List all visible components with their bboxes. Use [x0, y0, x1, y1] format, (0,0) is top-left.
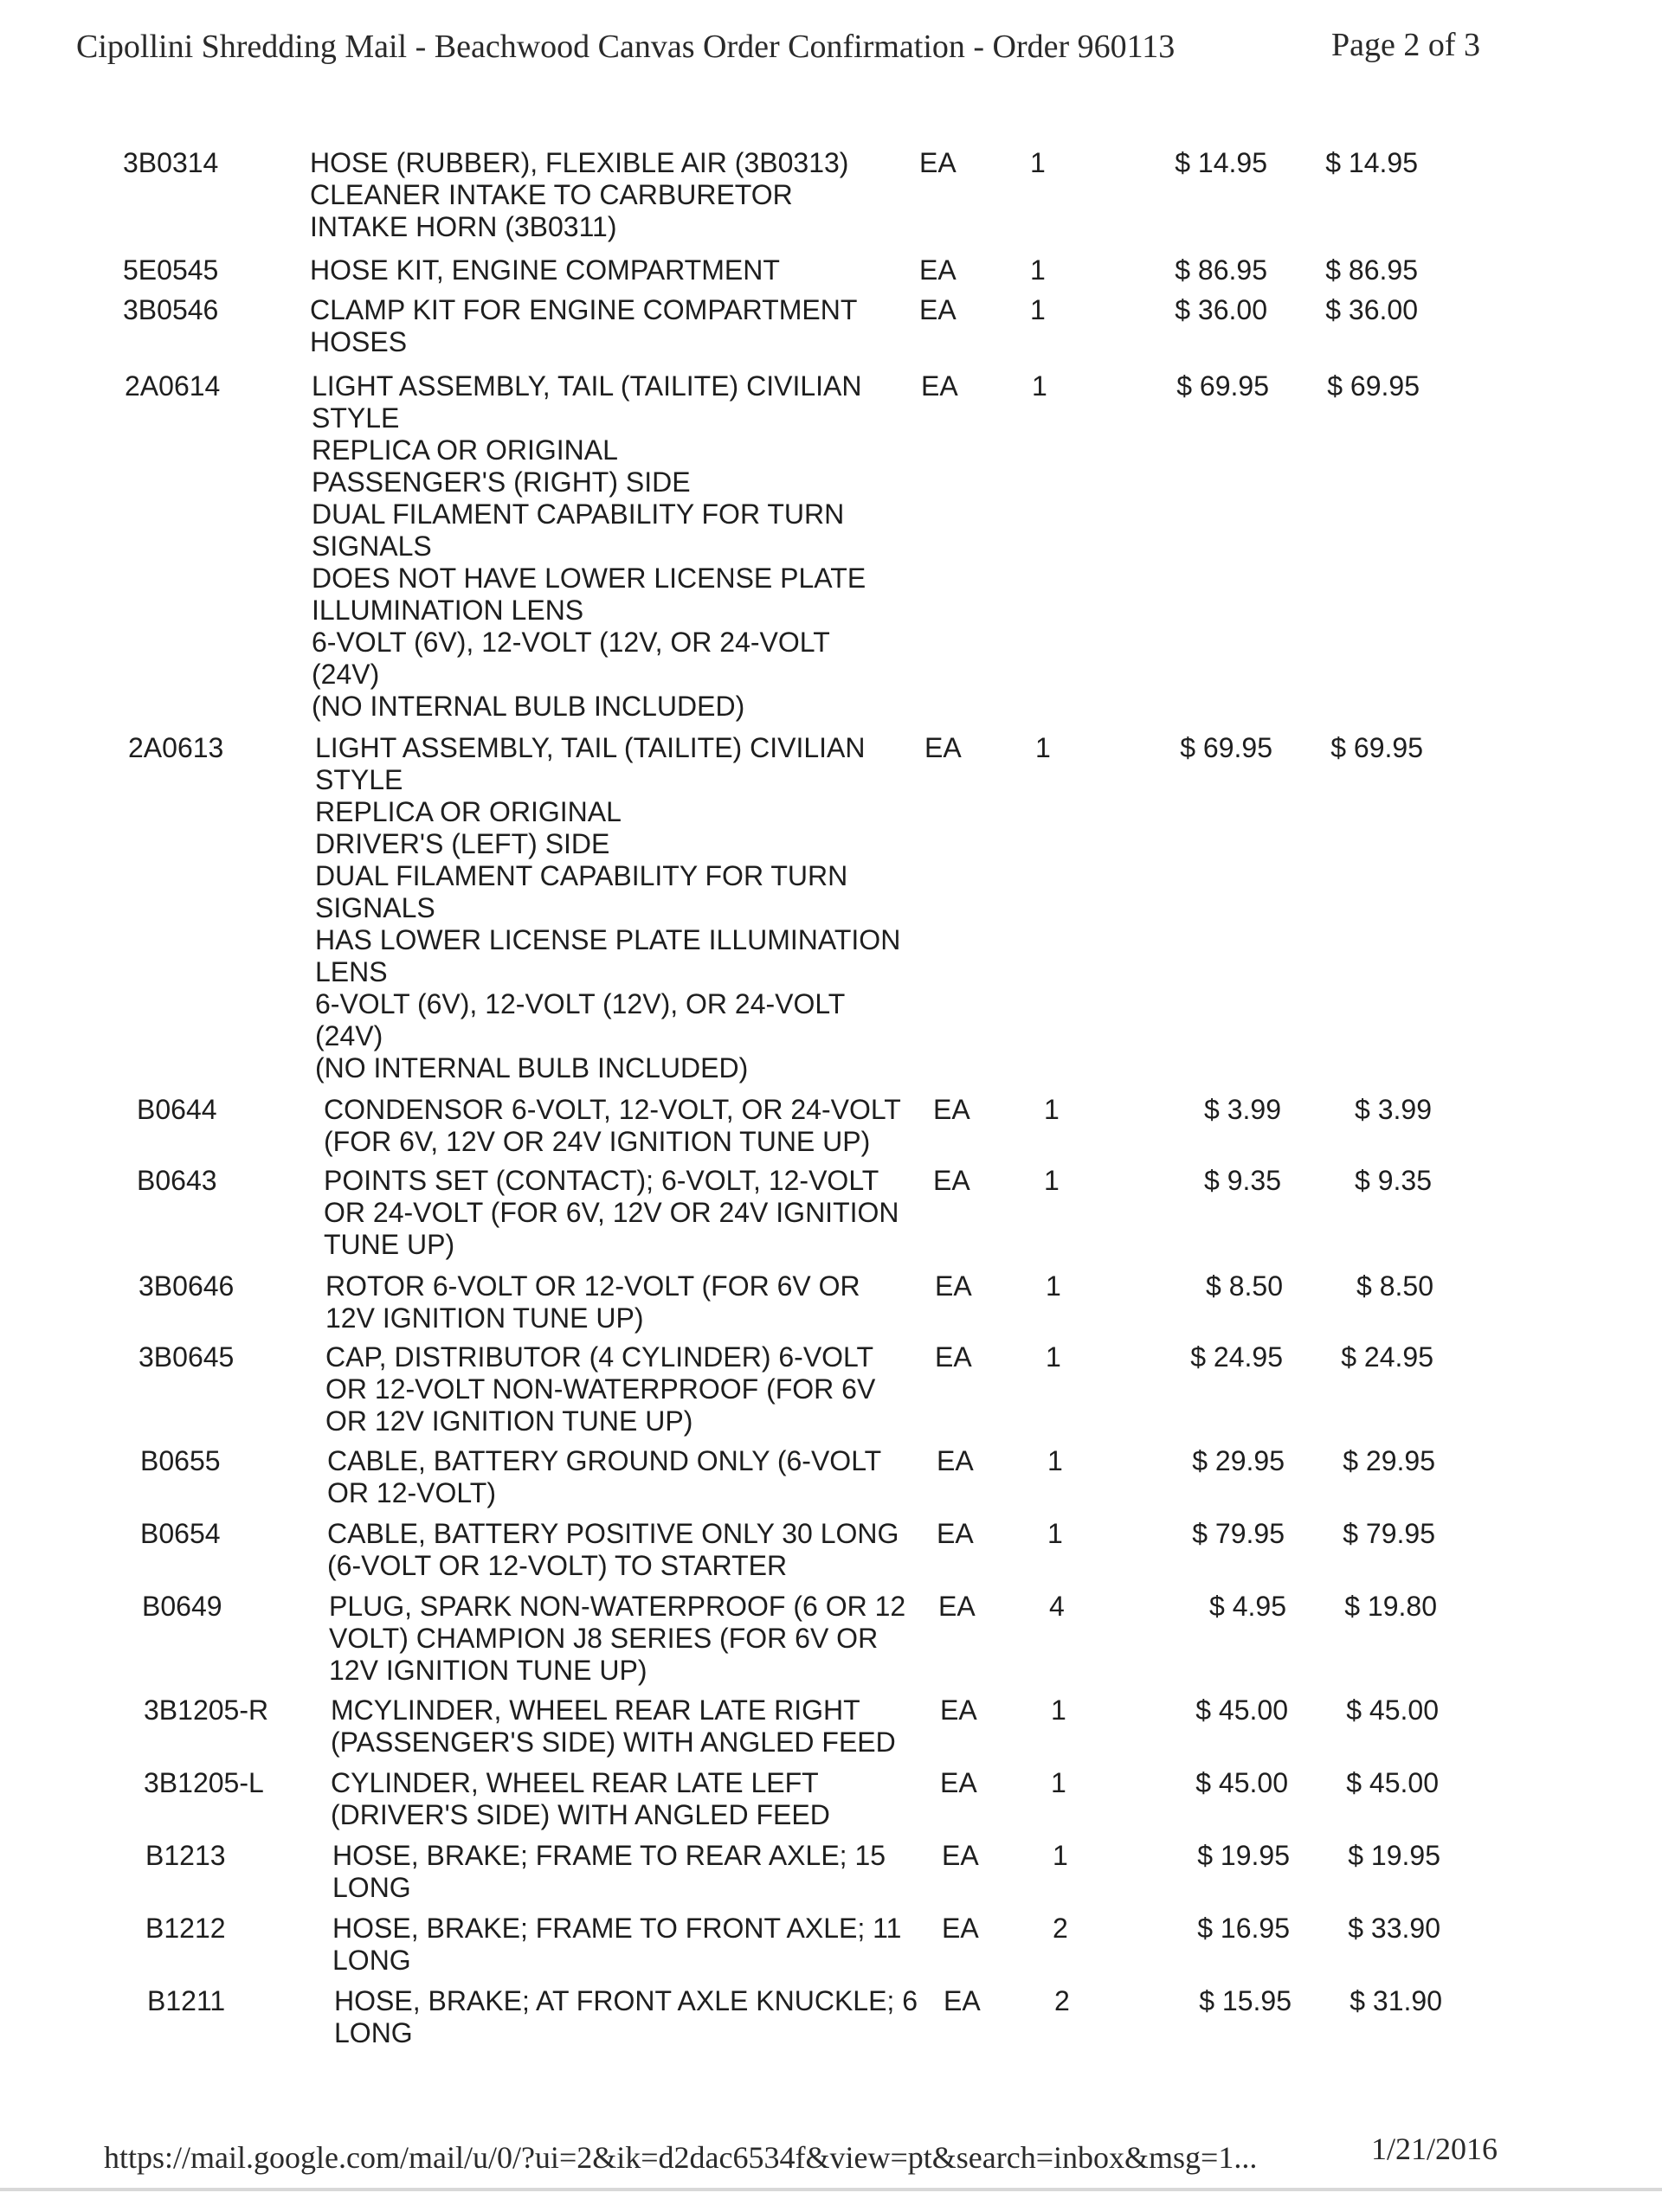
line-total: $ 86.95 — [1325, 254, 1418, 286]
page-number: Page 2 of 3 — [1331, 27, 1481, 63]
item-description: HOSE (RUBBER), FLEXIBLE AIR (3B0313) CLEANER INTAKE TO CARBURETOR INTAKE HORN (3B0311) — [310, 147, 849, 242]
line-total: $ 3.99 — [1355, 1094, 1432, 1125]
unit-price: $ 36.00 — [1175, 294, 1267, 325]
part-number: 5E0545 — [123, 254, 219, 286]
unit-price: $ 15.95 — [1199, 1985, 1292, 2016]
unit-of-measure: EA — [937, 1518, 974, 1549]
line-total: $ 79.95 — [1343, 1518, 1435, 1549]
unit-of-measure: EA — [933, 1165, 970, 1196]
unit-of-measure: EA — [921, 370, 958, 402]
item-description: MCYLINDER, WHEEL REAR LATE RIGHT (PASSENGER'S SIDE) WITH ANGLED FEED — [331, 1694, 896, 1758]
part-number: 2A0613 — [128, 732, 224, 763]
quantity: 1 — [1051, 1694, 1066, 1726]
part-number: 3B0645 — [138, 1341, 235, 1373]
unit-of-measure: EA — [940, 1694, 977, 1726]
unit-price: $ 69.95 — [1176, 370, 1269, 402]
page-title: Cipollini Shredding Mail - Beachwood Canvas Order Confirmation - Order 960113 — [76, 29, 1176, 65]
item-description: POINTS SET (CONTACT); 6-VOLT, 12-VOLT OR 24-VOLT (FOR 6V, 12V OR 24V IGNITION TUNE UP) — [324, 1165, 899, 1260]
item-description: ROTOR 6-VOLT OR 12-VOLT (FOR 6V OR 12V IGNITION TUNE UP) — [325, 1270, 860, 1334]
part-number: 3B0314 — [123, 147, 219, 178]
item-description: CABLE, BATTERY POSITIVE ONLY 30 LONG (6-VOLT OR 12-VOLT) TO STARTER — [327, 1518, 899, 1581]
quantity: 1 — [1044, 1165, 1060, 1196]
item-description: PLUG, SPARK NON-WATERPROOF (6 OR 12 VOLT) CHAMPION J8 SERIES (FOR 6V OR 12V IGNITION TUNE UP) — [329, 1591, 906, 1686]
part-number: B0655 — [140, 1445, 221, 1476]
part-number: B0644 — [137, 1094, 217, 1125]
unit-of-measure: EA — [940, 1767, 977, 1798]
unit-of-measure: EA — [937, 1445, 974, 1476]
unit-of-measure: EA — [935, 1270, 972, 1302]
quantity: 1 — [1044, 1094, 1060, 1125]
item-description: HOSE, BRAKE; FRAME TO FRONT AXLE; 11 LONG — [332, 1913, 902, 1976]
quantity: 1 — [1053, 1840, 1068, 1871]
item-description: CYLINDER, WHEEL REAR LATE LEFT (DRIVER'S SIDE) WITH ANGLED FEED — [331, 1767, 830, 1830]
unit-of-measure: EA — [935, 1341, 972, 1373]
unit-of-measure: EA — [942, 1840, 979, 1871]
unit-of-measure: EA — [933, 1094, 970, 1125]
unit-price: $ 9.35 — [1204, 1165, 1281, 1196]
item-description: CONDENSOR 6-VOLT, 12-VOLT, OR 24-VOLT (FOR 6V, 12V OR 24V IGNITION TUNE UP) — [324, 1094, 901, 1157]
part-number: B1211 — [147, 1985, 226, 2016]
line-total: $ 36.00 — [1325, 294, 1418, 325]
unit-price: $ 24.95 — [1190, 1341, 1283, 1373]
item-description: CABLE, BATTERY GROUND ONLY (6-VOLT OR 12-VOLT) — [327, 1445, 882, 1508]
line-total: $ 29.95 — [1343, 1445, 1435, 1476]
part-number: B1212 — [145, 1913, 226, 1944]
unit-of-measure: EA — [942, 1913, 979, 1944]
quantity: 1 — [1047, 1518, 1063, 1549]
quantity: 4 — [1049, 1591, 1065, 1622]
scan-edge-divider — [0, 2188, 1662, 2191]
part-number: 3B0546 — [123, 294, 219, 325]
part-number: 3B1205-R — [144, 1694, 269, 1726]
part-number: 2A0614 — [125, 370, 221, 402]
unit-price: $ 19.95 — [1197, 1840, 1290, 1871]
line-total: $ 24.95 — [1341, 1341, 1433, 1373]
unit-of-measure: EA — [938, 1591, 976, 1622]
line-total: $ 69.95 — [1330, 732, 1423, 763]
item-description: HOSE, BRAKE; FRAME TO REAR AXLE; 15 LONG — [332, 1840, 886, 1903]
line-total: $ 19.80 — [1344, 1591, 1437, 1622]
part-number: B0649 — [142, 1591, 222, 1622]
item-description: CLAMP KIT FOR ENGINE COMPARTMENT HOSES — [310, 294, 858, 357]
quantity: 1 — [1051, 1767, 1066, 1798]
unit-price: $ 4.95 — [1209, 1591, 1286, 1622]
unit-of-measure: EA — [919, 147, 957, 178]
unit-price: $ 3.99 — [1204, 1094, 1281, 1125]
quantity: 1 — [1046, 1341, 1061, 1373]
line-total: $ 45.00 — [1346, 1694, 1439, 1726]
unit-of-measure: EA — [924, 732, 962, 763]
unit-price: $ 69.95 — [1180, 732, 1272, 763]
quantity: 1 — [1046, 1270, 1061, 1302]
item-description: LIGHT ASSEMBLY, TAIL (TAILITE) CIVILIAN STYLE REPLICA OR ORIGINAL DRIVER'S (LEFT) SIDE DUAL FILAMENT CAPABILITY FOR TURN SIGNALS HAS LOWER LICENSE PLATE ILLUMINATION LENS 6-VOLT (6V), 12-VOLT (12V), OR 24-VOLT (24V) (NO INTERNAL BULB INCLUDED) — [315, 732, 901, 1083]
unit-of-measure: EA — [919, 294, 957, 325]
unit-price: $ 29.95 — [1192, 1445, 1285, 1476]
item-description: HOSE, BRAKE; AT FRONT AXLE KNUCKLE; 6 LONG — [334, 1985, 918, 2048]
line-total: $ 45.00 — [1346, 1767, 1439, 1798]
part-number: 3B1205-L — [144, 1767, 264, 1798]
line-total: $ 14.95 — [1325, 147, 1418, 178]
unit-of-measure: EA — [944, 1985, 981, 2016]
line-total: $ 8.50 — [1356, 1270, 1433, 1302]
quantity: 1 — [1032, 370, 1047, 402]
quantity: 1 — [1047, 1445, 1063, 1476]
quantity: 2 — [1053, 1913, 1068, 1944]
unit-price: $ 16.95 — [1197, 1913, 1290, 1944]
quantity: 1 — [1030, 147, 1046, 178]
unit-of-measure: EA — [919, 254, 957, 286]
line-total: $ 9.35 — [1355, 1165, 1432, 1196]
line-total: $ 33.90 — [1348, 1913, 1440, 1944]
unit-price: $ 8.50 — [1206, 1270, 1283, 1302]
part-number: 3B0646 — [138, 1270, 235, 1302]
item-description: HOSE KIT, ENGINE COMPARTMENT — [310, 254, 780, 286]
quantity: 1 — [1030, 294, 1046, 325]
print-date: 1/21/2016 — [1371, 2132, 1498, 2166]
unit-price: $ 45.00 — [1195, 1694, 1288, 1726]
quantity: 1 — [1030, 254, 1046, 286]
unit-price: $ 79.95 — [1192, 1518, 1285, 1549]
unit-price: $ 45.00 — [1195, 1767, 1288, 1798]
line-total: $ 31.90 — [1350, 1985, 1442, 2016]
unit-price: $ 14.95 — [1175, 147, 1267, 178]
page-url: https://mail.google.com/mail/u/0/?ui=2&ik=d2dac6534f&view=pt&search=inbox&msg=1... — [104, 2140, 1258, 2175]
quantity: 2 — [1054, 1985, 1070, 2016]
line-total: $ 69.95 — [1327, 370, 1420, 402]
part-number: B1213 — [145, 1840, 226, 1871]
item-description: CAP, DISTRIBUTOR (4 CYLINDER) 6-VOLT OR 12-VOLT NON-WATERPROOF (FOR 6V OR 12V IGNITION TUNE UP) — [325, 1341, 876, 1437]
item-description: LIGHT ASSEMBLY, TAIL (TAILITE) CIVILIAN STYLE REPLICA OR ORIGINAL PASSENGER'S (RIGHT) SIDE DUAL FILAMENT CAPABILITY FOR TURN SIGNALS DOES NOT HAVE LOWER LICENSE PLATE ILLUMINATION LENS 6-VOLT (6V), 12-VOLT (12V, OR 24-VOLT (24V) (NO INTERNAL BULB INCLUDED) — [312, 370, 866, 722]
part-number: B0643 — [137, 1165, 217, 1196]
part-number: B0654 — [140, 1518, 221, 1549]
unit-price: $ 86.95 — [1175, 254, 1267, 286]
line-total: $ 19.95 — [1348, 1840, 1440, 1871]
quantity: 1 — [1035, 732, 1051, 763]
